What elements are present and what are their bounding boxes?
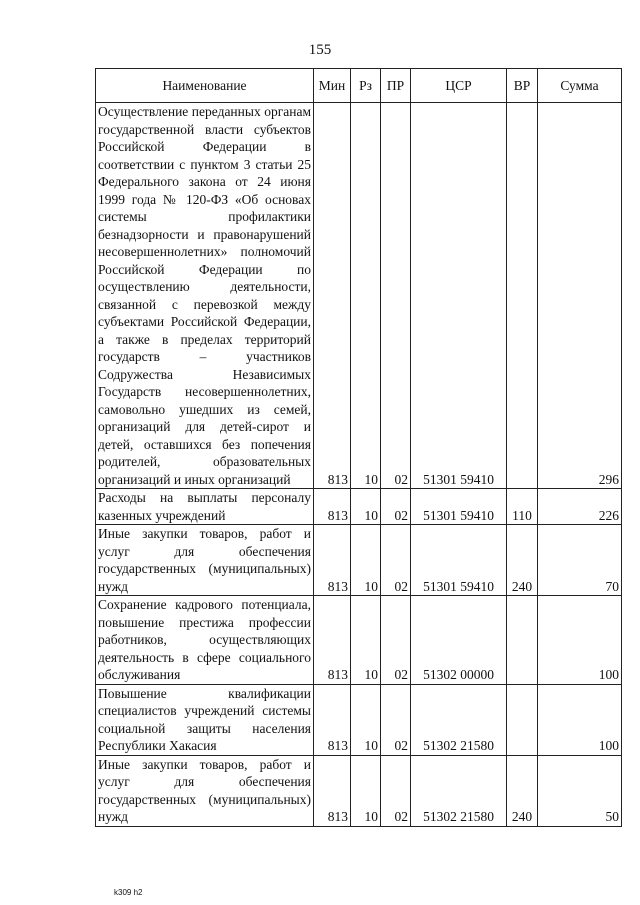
footer-code: k309 h2 (114, 888, 143, 897)
row-csr: 51301 59410 (411, 489, 507, 525)
row-rz: 10 (351, 684, 381, 755)
row-pr: 02 (381, 755, 411, 826)
column-header-csr: ЦСР (411, 69, 507, 103)
row-name: Иные закупки товаров, работ и услуг для обеспечения государственных (муниципальных) нужд (96, 525, 314, 596)
table-header-row (96, 69, 622, 103)
row-pr: 02 (381, 596, 411, 685)
row-sum: 70 (538, 525, 622, 596)
row-rz: 10 (351, 755, 381, 826)
row-sum: 226 (538, 489, 622, 525)
column-header-pr: ПР (381, 69, 411, 103)
row-min: 813 (314, 684, 351, 755)
row-vr: 110 (507, 489, 538, 525)
table-row (96, 596, 622, 685)
row-csr: 51301 59410 (411, 525, 507, 596)
row-sum: 100 (538, 684, 622, 755)
row-pr: 02 (381, 103, 411, 489)
row-vr (507, 684, 538, 755)
row-name: Осуществление переданных органам государственной власти субъектов Российской Федерации в соответствии с пунктом 3 статьи 25 Федерального закона от 24 июня 1999 года № 120-ФЗ «Об основах системы профилактики безнадзорности и правонарушений несовершеннолетних» полномочий Российской Федерации по осуществлению деятельности, связанной с перевозкой между субъектами Российской Федерации, а также в пределах территорий государств – участников Содружества Независимых Государств несовершеннолетних, самовольно ушедших из семей, организаций для детей-сирот и детей, оставшихся без попечения родителей, образовательных организаций и иных организаций (96, 103, 314, 489)
row-vr (507, 103, 538, 489)
table-row (96, 684, 622, 755)
row-csr: 51302 00000 (411, 596, 507, 685)
row-pr: 02 (381, 684, 411, 755)
row-rz: 10 (351, 596, 381, 685)
row-name: Сохранение кадрового потенциала, повышение престижа профессии работников, осуществляющих деятельность в сфере социального обслуживания (96, 596, 314, 685)
row-sum: 100 (538, 596, 622, 685)
row-name: Иные закупки товаров, работ и услуг для обеспечения государственных (муниципальных) нужд (96, 755, 314, 826)
row-name: Повышение квалификации специалистов учреждений системы социальной защиты населения Республики Хакасия (96, 684, 314, 755)
row-min: 813 (314, 525, 351, 596)
row-min: 813 (314, 103, 351, 489)
row-rz: 10 (351, 525, 381, 596)
page-number: 155 (308, 42, 332, 58)
column-header-rz: Рз (351, 69, 381, 103)
row-pr: 02 (381, 525, 411, 596)
row-pr: 02 (381, 489, 411, 525)
row-vr: 240 (507, 525, 538, 596)
row-csr: 51302 21580 (411, 684, 507, 755)
row-vr: 240 (507, 755, 538, 826)
row-vr (507, 596, 538, 685)
budget-table (95, 68, 622, 827)
table-row (96, 755, 622, 826)
column-header-vr: ВР (507, 69, 538, 103)
row-rz: 10 (351, 489, 381, 525)
column-header-name: Наименование (96, 69, 314, 103)
table-row (96, 103, 622, 489)
row-min: 813 (314, 596, 351, 685)
row-sum: 50 (538, 755, 622, 826)
row-min: 813 (314, 755, 351, 826)
table-row (96, 525, 622, 596)
column-header-sum: Сумма (538, 69, 622, 103)
row-min: 813 (314, 489, 351, 525)
row-name: Расходы на выплаты персоналу казенных учреждений (96, 489, 314, 525)
row-csr: 51301 59410 (411, 103, 507, 489)
row-sum: 296 (538, 103, 622, 489)
table-row (96, 489, 622, 525)
column-header-min: Мин (314, 69, 351, 103)
row-csr: 51302 21580 (411, 755, 507, 826)
row-rz: 10 (351, 103, 381, 489)
